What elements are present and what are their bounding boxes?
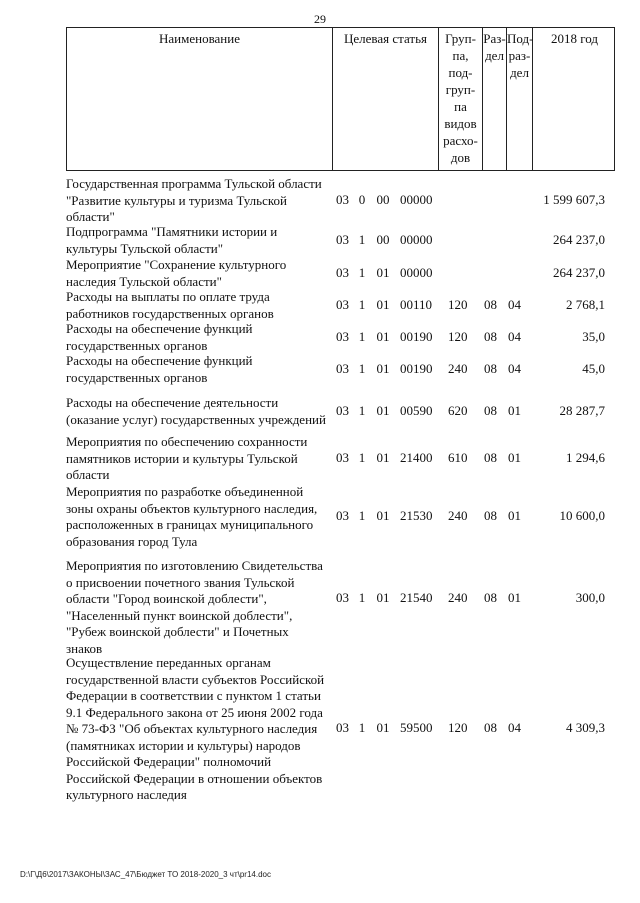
row-section: 08	[484, 508, 497, 523]
row-subsection: 04	[508, 329, 521, 344]
row-program-code: 03	[336, 450, 349, 465]
row-subsection: 01	[508, 590, 521, 605]
row-name: Расходы на обеспечение функций государственных органов	[66, 321, 253, 353]
row-program-code: 03	[336, 232, 349, 247]
row-measure-code: 01	[376, 508, 390, 523]
row-subprogram-code: 0	[358, 192, 366, 207]
row-section: 08	[484, 450, 497, 465]
row-program-code: 03	[336, 192, 349, 207]
row-expense-group: 620	[448, 403, 468, 418]
row-name: Подпрограмма "Памятники истории и культуры Тульской области"	[66, 224, 278, 256]
row-name: Мероприятия по разработке объединенной зоны охраны объектов культурного наследия, расположенных в границах муниципального образования город Тула	[66, 484, 318, 549]
row-expense-group: 120	[448, 297, 468, 312]
row-measure-code: 01	[376, 450, 390, 465]
row-direction-code: 21540	[400, 590, 433, 605]
row-amount: 4 309,3	[566, 720, 605, 735]
header-section: Раз- дел	[483, 28, 507, 170]
header-expense-group: Груп- па, под- груп- па видов расхо- дов	[439, 28, 483, 170]
row-subprogram-code: 1	[358, 403, 366, 418]
row-subprogram-code: 1	[358, 297, 366, 312]
header-subsection: Под- раз- дел	[507, 28, 533, 170]
row-section: 08	[484, 361, 497, 376]
row-amount: 28 287,7	[559, 403, 605, 418]
row-expense-group: 240	[448, 361, 468, 376]
row-measure-code: 01	[376, 329, 390, 344]
row-name: Расходы на выплаты по оплате труда работников государственных органов	[66, 289, 274, 321]
row-program-code: 03	[336, 297, 349, 312]
row-amount: 1 294,6	[566, 450, 605, 465]
row-direction-code: 21400	[400, 450, 433, 465]
row-direction-code: 00190	[400, 361, 433, 376]
row-measure-code: 01	[376, 590, 390, 605]
row-program-code: 03	[336, 361, 349, 376]
row-subsection: 04	[508, 720, 521, 735]
row-section: 08	[484, 590, 497, 605]
row-name: Осуществление переданных органам государственной власти субъектов Российской Федерации в соответствии с пунктом 1 статьи 9.1 Федерального закона от 25 июня 2002 года № 73-ФЗ "Об объектах культурного наследия (памятниках истории и культуры) народов Российской Федерации" полномочий Российской Федерации в отношении объектов культурного наследия	[66, 655, 325, 802]
row-expense-group: 120	[448, 720, 468, 735]
row-subprogram-code: 1	[358, 329, 366, 344]
table-header	[66, 27, 615, 171]
row-program-code: 03	[336, 265, 349, 280]
row-expense-group: 240	[448, 508, 468, 523]
row-expense-group: 120	[448, 329, 468, 344]
row-section: 08	[484, 720, 497, 735]
row-direction-code: 00000	[400, 192, 433, 207]
row-program-code: 03	[336, 590, 349, 605]
row-amount: 35,0	[582, 329, 605, 344]
header-target-article: Целевая статья	[333, 28, 439, 170]
page-number: 29	[314, 12, 326, 26]
row-section: 08	[484, 297, 497, 312]
row-subprogram-code: 1	[358, 232, 366, 247]
row-direction-code: 00190	[400, 329, 433, 344]
row-amount: 264 237,0	[553, 265, 605, 280]
row-name: Государственная программа Тульской области "Развитие культуры и туризма Тульской области"	[66, 176, 322, 224]
row-subprogram-code: 1	[358, 720, 366, 735]
row-amount: 45,0	[582, 361, 605, 376]
row-subprogram-code: 1	[358, 450, 366, 465]
row-subsection: 01	[508, 508, 521, 523]
row-measure-code: 01	[376, 297, 390, 312]
row-direction-code: 00000	[400, 232, 433, 247]
row-amount: 10 600,0	[559, 508, 605, 523]
row-program-code: 03	[336, 508, 349, 523]
row-direction-code: 00590	[400, 403, 433, 418]
file-path-footer: D:\Г\Д6\2017\ЗАКОНЫ\ЗАС_47\Бюджет ТО 2018-2020_3 чт\pr14.doc	[20, 870, 271, 879]
row-name: Мероприятия по обеспечению сохранности памятников истории и культуры Тульской области	[66, 434, 308, 482]
row-direction-code: 21530	[400, 508, 433, 523]
row-measure-code: 00	[376, 192, 390, 207]
row-amount: 300,0	[575, 590, 605, 605]
row-expense-group: 240	[448, 590, 468, 605]
row-section: 08	[484, 329, 497, 344]
row-program-code: 03	[336, 329, 349, 344]
row-subprogram-code: 1	[358, 361, 366, 376]
row-direction-code: 00110	[400, 297, 433, 312]
row-subsection: 01	[508, 403, 521, 418]
row-subsection: 04	[508, 297, 521, 312]
header-name: Наименование	[67, 28, 333, 170]
row-amount: 264 237,0	[553, 232, 605, 247]
row-name: Расходы на обеспечение функций государственных органов	[66, 353, 253, 385]
row-subsection: 01	[508, 450, 521, 465]
row-subprogram-code: 1	[358, 508, 366, 523]
row-direction-code: 00000	[400, 265, 433, 280]
row-measure-code: 01	[376, 403, 390, 418]
row-measure-code: 00	[376, 232, 390, 247]
row-name: Расходы на обеспечение деятельности (оказание услуг) государственных учреждений	[66, 395, 326, 427]
row-name: Мероприятия по изготовлению Свидетельства о присвоении почетного звания Тульской области "Город воинской доблести", "Населенный пункт воинской доблести", "Рубеж воинской доблести" и Почетных знаков	[66, 558, 323, 656]
row-subsection: 04	[508, 361, 521, 376]
row-subprogram-code: 1	[358, 265, 366, 280]
row-section: 08	[484, 403, 497, 418]
row-direction-code: 59500	[400, 720, 433, 735]
row-measure-code: 01	[376, 361, 390, 376]
row-expense-group: 610	[448, 450, 468, 465]
row-subprogram-code: 1	[358, 590, 366, 605]
header-year: 2018 год	[551, 31, 598, 46]
row-amount: 2 768,1	[566, 297, 605, 312]
row-measure-code: 01	[376, 720, 390, 735]
row-name: Мероприятие "Сохранение культурного наследия Тульской области"	[66, 257, 287, 289]
row-measure-code: 01	[376, 265, 390, 280]
row-program-code: 03	[336, 403, 349, 418]
row-program-code: 03	[336, 720, 349, 735]
row-amount: 1 599 607,3	[543, 192, 605, 207]
